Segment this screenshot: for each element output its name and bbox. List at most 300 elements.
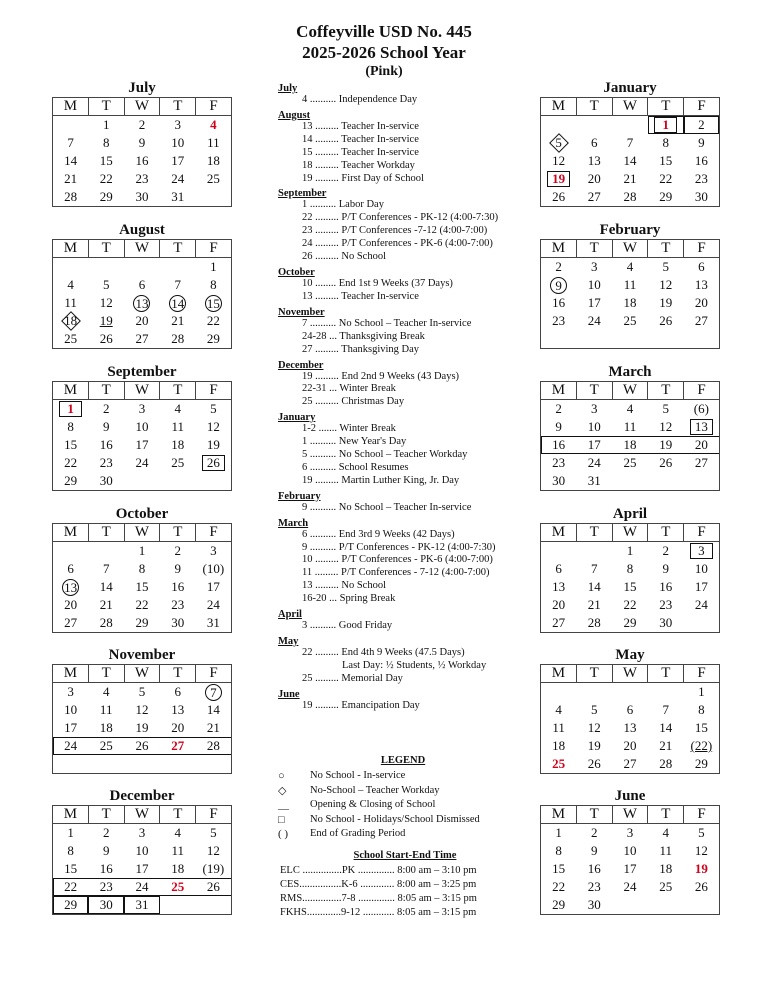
day-number: 12 <box>206 419 220 434</box>
day-number: 16 <box>171 579 185 594</box>
event-item: 1-2 ....... Winter Break <box>302 423 396 435</box>
day-number: 2 <box>555 401 562 416</box>
calendar-april <box>540 506 720 633</box>
day-cell <box>124 472 160 491</box>
day-cell <box>612 701 648 719</box>
day-number: 4 <box>662 825 670 840</box>
day-cell <box>684 294 720 312</box>
weekday-header: W <box>124 98 160 116</box>
day-cell <box>648 400 684 419</box>
day-cell <box>648 542 684 561</box>
day-number: 18 <box>552 738 566 753</box>
day-cell <box>88 116 124 135</box>
day-cell <box>160 578 196 596</box>
day-cell <box>160 276 196 294</box>
day-cell <box>612 400 648 419</box>
day-number: 31 <box>587 473 601 488</box>
event-item: 5 .......... No School – Teacher Workday <box>302 449 468 461</box>
day-number: 15 <box>623 579 637 594</box>
day-cell <box>88 472 124 491</box>
day-cell <box>612 596 648 614</box>
day-cell <box>576 188 612 207</box>
day-number: 29 <box>552 897 566 912</box>
day-cell <box>684 860 720 878</box>
day-cell <box>576 614 612 633</box>
day-number: 5 <box>590 702 598 717</box>
weekday-header: M <box>53 665 89 683</box>
day-number: (19) <box>202 861 225 876</box>
day-number: 31 <box>171 189 185 204</box>
month-title: February <box>599 222 661 238</box>
day-number: 7 <box>626 135 634 150</box>
day-number: 11 <box>171 843 185 858</box>
event-item: 9 .......... P/T Conferences - PK-12 (4:00-7:30) <box>302 541 496 553</box>
day-cell <box>576 824 612 843</box>
weekday-header: F <box>196 382 232 400</box>
day-cell <box>541 152 577 170</box>
day-number: 22 <box>552 879 566 894</box>
event-item: 15 ......... Teacher In-service <box>302 146 419 158</box>
day-number: 24 <box>171 171 185 186</box>
day-number: 22 <box>659 171 673 186</box>
day-cell <box>88 824 124 843</box>
day-cell <box>124 578 160 596</box>
weekday-header: W <box>124 382 160 400</box>
day-cell <box>612 755 648 774</box>
day-cell <box>612 878 648 896</box>
day-cell <box>576 578 612 596</box>
day-cell <box>684 701 720 719</box>
weekday-header: M <box>541 524 577 542</box>
day-number: 11 <box>659 843 673 858</box>
day-cell <box>648 134 684 152</box>
day-cell <box>160 454 196 472</box>
day-number: 11 <box>99 702 113 717</box>
event-month-heading: December <box>278 359 324 371</box>
day-number: 24 <box>135 879 149 894</box>
day-cell <box>648 188 684 207</box>
day-number: 27 <box>552 615 566 630</box>
day-cell <box>196 596 232 614</box>
weekday-header: T <box>88 524 124 542</box>
day-cell <box>576 294 612 312</box>
day-cell <box>612 152 648 170</box>
weekday-header: W <box>612 524 648 542</box>
day-number: 3 <box>174 117 182 132</box>
day-number: 28 <box>99 615 113 630</box>
event-item: 22 ......... P/T Conferences - PK-12 (4:00-7:30) <box>302 212 499 224</box>
day-cell <box>124 860 160 878</box>
weekday-header: M <box>53 806 89 824</box>
day-cell <box>684 276 720 294</box>
day-number: 16 <box>587 861 601 876</box>
day-number: 27 <box>171 738 185 753</box>
month-title: March <box>608 364 652 380</box>
day-cell <box>160 614 196 633</box>
day-cell <box>612 824 648 843</box>
day-number: 26 <box>552 189 566 204</box>
day-number: 9 <box>590 843 598 858</box>
day-number: 13 <box>135 295 149 311</box>
day-cell <box>576 418 612 436</box>
day-cell <box>612 454 648 472</box>
events-list <box>278 80 528 713</box>
day-cell <box>648 330 684 349</box>
day-cell <box>576 842 612 860</box>
day-number: 20 <box>587 171 601 186</box>
day-cell <box>541 614 577 633</box>
day-number: 16 <box>552 295 566 310</box>
day-cell <box>576 152 612 170</box>
weekday-header: T <box>648 382 684 400</box>
day-cell <box>53 824 89 843</box>
day-cell <box>541 596 577 614</box>
day-cell <box>124 134 160 152</box>
day-cell <box>53 896 89 915</box>
day-cell <box>196 719 232 737</box>
day-number: 16 <box>694 153 708 168</box>
day-cell <box>648 719 684 737</box>
day-cell <box>88 755 124 774</box>
legend-symbol-icon: □ <box>278 813 285 826</box>
day-number: 10 <box>587 419 601 434</box>
day-cell <box>612 116 648 135</box>
weekday-header: T <box>576 806 612 824</box>
day-cell <box>196 294 232 312</box>
day-cell <box>196 276 232 294</box>
day-cell <box>88 683 124 702</box>
day-number: 31 <box>206 615 220 630</box>
day-cell <box>124 400 160 419</box>
day-cell <box>160 330 196 349</box>
school-time-row: CES................K-6 ............. 8:00 am – 3:25 pm <box>280 879 477 890</box>
day-number: 28 <box>206 738 220 753</box>
event-item: 11 ......... P/T Conferences - 7-12 (4:00-7:00) <box>302 567 490 579</box>
day-cell <box>196 170 232 188</box>
day-number: 13 <box>171 702 185 717</box>
day-cell <box>53 418 89 436</box>
weekday-header: W <box>124 806 160 824</box>
weekday-header: W <box>612 98 648 116</box>
day-cell <box>684 116 720 135</box>
event-month-heading: March <box>278 517 309 529</box>
district-title: Coffeyville USD No. 445 <box>296 22 472 41</box>
day-number: 29 <box>206 331 220 346</box>
day-number: 10 <box>64 702 78 717</box>
day-number: 17 <box>206 579 220 594</box>
day-cell <box>53 312 89 330</box>
day-number: 24 <box>135 455 149 470</box>
day-cell <box>576 400 612 419</box>
day-number: 19 <box>206 437 220 452</box>
day-cell <box>541 578 577 596</box>
day-cell <box>160 472 196 491</box>
day-cell <box>196 824 232 843</box>
event-item: 3 .......... Good Friday <box>302 620 393 632</box>
day-cell <box>124 560 160 578</box>
day-cell <box>196 330 232 349</box>
day-cell <box>684 400 720 419</box>
day-number: 22 <box>623 597 637 612</box>
school-time-row: FKHS.............9-12 ............ 8:05 am – 3:15 pm <box>280 907 477 918</box>
day-cell <box>160 824 196 843</box>
day-number: 2 <box>662 543 670 558</box>
day-number: 9 <box>555 419 562 434</box>
day-cell <box>124 454 160 472</box>
day-cell <box>124 824 160 843</box>
day-cell <box>684 258 720 277</box>
day-cell <box>541 683 577 702</box>
day-cell <box>124 842 160 860</box>
day-cell <box>612 560 648 578</box>
day-number: 23 <box>99 879 113 894</box>
day-cell <box>160 418 196 436</box>
day-number: 4 <box>67 277 74 292</box>
day-number: 13 <box>690 419 713 435</box>
day-cell <box>196 896 232 915</box>
day-cell <box>541 188 577 207</box>
day-number: 17 <box>694 579 708 594</box>
day-number: 19 <box>587 738 601 753</box>
day-number: 8 <box>698 702 705 717</box>
day-cell <box>160 400 196 419</box>
day-number: 12 <box>694 843 708 858</box>
day-number: 22 <box>135 597 149 612</box>
day-number: 11 <box>171 419 185 434</box>
day-number: 3 <box>690 543 713 559</box>
weekday-header: F <box>684 806 720 824</box>
day-number: 7 <box>662 702 670 717</box>
day-cell <box>648 737 684 755</box>
day-number: 11 <box>552 720 565 735</box>
day-cell <box>53 472 89 491</box>
day-number: 28 <box>587 615 601 630</box>
day-cell <box>541 276 577 294</box>
day-cell <box>160 188 196 207</box>
day-cell <box>88 878 124 896</box>
day-number: 27 <box>623 756 637 771</box>
day-cell <box>541 116 577 135</box>
day-number: 15 <box>135 579 149 594</box>
day-cell <box>576 276 612 294</box>
day-cell <box>612 294 648 312</box>
day-number: 5 <box>552 136 565 150</box>
day-cell <box>612 330 648 349</box>
day-cell <box>612 170 648 188</box>
day-cell <box>53 878 89 896</box>
day-cell <box>160 719 196 737</box>
day-cell <box>541 824 577 843</box>
weekday-header: T <box>648 524 684 542</box>
day-cell <box>196 134 232 152</box>
day-cell <box>648 755 684 774</box>
day-number: 24 <box>623 879 637 894</box>
weekday-header: T <box>648 665 684 683</box>
day-cell <box>541 294 577 312</box>
day-cell <box>612 134 648 152</box>
day-number: 10 <box>171 135 185 150</box>
day-number: 27 <box>135 331 149 346</box>
day-cell <box>53 400 89 419</box>
day-cell <box>88 170 124 188</box>
day-cell <box>53 842 89 860</box>
day-number: 19 <box>135 720 149 735</box>
day-cell <box>576 560 612 578</box>
day-cell <box>576 755 612 774</box>
day-cell <box>160 294 196 312</box>
day-number: 14 <box>659 720 673 735</box>
legend-symbol-icon: ( ) <box>278 828 289 840</box>
day-cell <box>196 560 232 578</box>
day-cell <box>648 436 684 454</box>
day-number: 1 <box>102 117 110 132</box>
day-cell <box>53 755 89 774</box>
day-cell <box>160 737 196 755</box>
day-cell <box>612 542 648 561</box>
day-cell <box>576 436 612 454</box>
legend-symbol-icon: __ <box>278 799 289 811</box>
day-cell <box>124 737 160 755</box>
day-number: 29 <box>99 189 113 204</box>
day-cell <box>684 719 720 737</box>
day-number: 1 <box>138 543 146 558</box>
event-item: 16-20 ... Spring Break <box>302 593 396 605</box>
day-cell <box>88 330 124 349</box>
day-number: 29 <box>64 897 78 912</box>
day-cell <box>684 134 720 152</box>
day-cell <box>124 896 160 915</box>
day-number: 8 <box>662 135 670 150</box>
day-number: 19 <box>659 295 673 310</box>
day-cell <box>612 842 648 860</box>
weekday-header: F <box>196 524 232 542</box>
day-number: 8 <box>67 419 74 434</box>
day-number: 6 <box>138 277 146 292</box>
event-item: 6 .......... School Resumes <box>302 461 409 473</box>
day-number: 30 <box>99 897 113 912</box>
day-number: 6 <box>590 135 598 150</box>
calendar-november <box>52 647 232 774</box>
event-item: 18 ......... Teacher Workday <box>302 159 415 171</box>
day-cell <box>648 472 684 491</box>
day-cell <box>648 842 684 860</box>
day-cell <box>541 330 577 349</box>
weekday-header: M <box>541 240 577 258</box>
day-number: 30 <box>99 473 113 488</box>
day-cell <box>88 400 124 419</box>
event-month-heading: June <box>278 688 300 700</box>
day-number: 22 <box>64 455 78 470</box>
day-cell <box>124 418 160 436</box>
day-cell <box>124 596 160 614</box>
day-number: 25 <box>171 879 185 894</box>
day-number: 7 <box>205 684 222 701</box>
day-number: 20 <box>623 738 637 753</box>
day-cell <box>541 860 577 878</box>
event-item: 26 ......... No School <box>302 251 386 263</box>
day-number: 17 <box>587 437 601 452</box>
day-number: 5 <box>210 825 217 840</box>
day-number: 8 <box>67 843 74 858</box>
day-cell <box>541 312 577 330</box>
day-number: (6) <box>693 401 709 416</box>
day-number: 13 <box>64 579 78 595</box>
legend-label: Opening & Closing of School <box>310 799 436 810</box>
weekday-header: T <box>160 98 196 116</box>
weekday-header: F <box>684 382 720 400</box>
day-cell <box>648 878 684 896</box>
weekday-header: M <box>541 806 577 824</box>
day-number: 20 <box>171 720 185 735</box>
weekday-header: F <box>684 98 720 116</box>
month-title: May <box>615 647 645 663</box>
day-number: 26 <box>206 879 220 894</box>
day-number: 21 <box>171 313 185 328</box>
day-number: 22 <box>64 879 78 894</box>
day-cell <box>124 719 160 737</box>
day-number: 1 <box>698 684 705 699</box>
calendar-february <box>540 222 720 349</box>
weekday-header: M <box>53 524 89 542</box>
event-item: 24-28 ... Thanksgiving Break <box>302 330 425 342</box>
day-cell <box>576 683 612 702</box>
day-cell <box>648 276 684 294</box>
day-cell <box>684 188 720 207</box>
weekday-header: W <box>612 806 648 824</box>
month-title: December <box>109 788 175 804</box>
school-time-row: RMS...............7-8 .............. 8:05 am – 3:15 pm <box>280 893 477 904</box>
calendar-june <box>540 788 720 915</box>
day-cell <box>124 276 160 294</box>
day-cell <box>196 116 232 135</box>
weekday-header: W <box>612 665 648 683</box>
month-title: November <box>108 647 176 663</box>
day-number: 14 <box>623 153 637 168</box>
day-number: 15 <box>99 153 113 168</box>
day-number: 15 <box>659 153 673 168</box>
day-cell <box>160 560 196 578</box>
day-number: 23 <box>587 879 601 894</box>
day-cell <box>88 134 124 152</box>
day-number: 3 <box>590 401 598 416</box>
day-cell <box>576 454 612 472</box>
day-number: 2 <box>102 825 110 840</box>
day-number: 26 <box>694 879 708 894</box>
day-cell <box>160 116 196 135</box>
day-cell <box>53 560 89 578</box>
day-number: 28 <box>659 756 673 771</box>
day-cell <box>648 824 684 843</box>
day-number: 27 <box>64 615 78 630</box>
school-times-title: School Start-End Time <box>353 850 457 861</box>
day-cell <box>53 596 89 614</box>
day-cell <box>541 737 577 755</box>
day-cell <box>53 614 89 633</box>
day-cell <box>196 454 232 472</box>
day-number: 4 <box>626 259 634 274</box>
day-cell <box>684 560 720 578</box>
weekday-header: T <box>160 665 196 683</box>
weekday-header: T <box>576 665 612 683</box>
weekday-header: T <box>648 98 684 116</box>
day-number: 13 <box>587 153 601 168</box>
weekday-header: T <box>88 240 124 258</box>
day-number: 26 <box>202 455 225 471</box>
day-number: 24 <box>694 597 708 612</box>
weekday-header: T <box>160 382 196 400</box>
day-number: 28 <box>64 189 78 204</box>
day-cell <box>53 152 89 170</box>
